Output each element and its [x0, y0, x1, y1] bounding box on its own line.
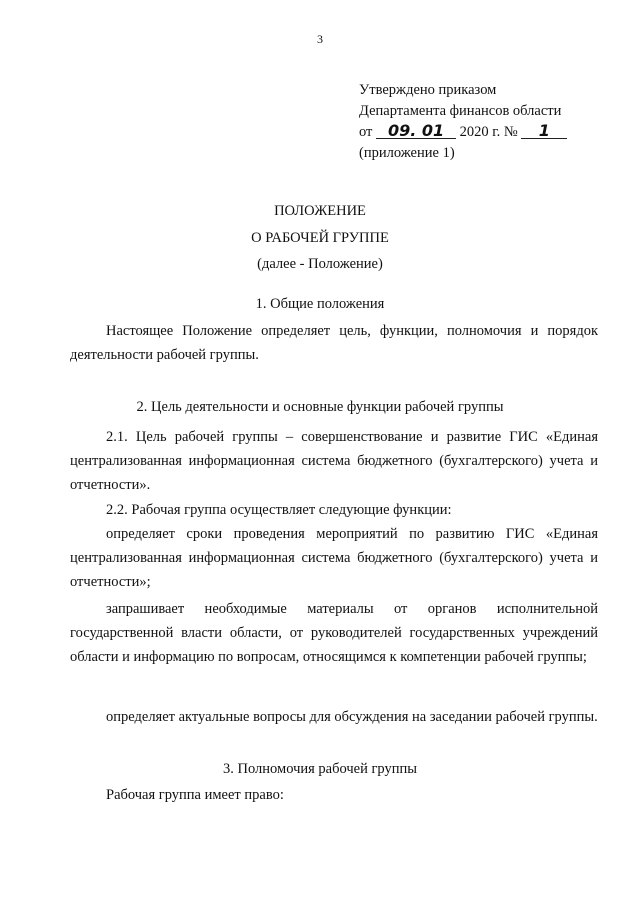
section-2-paragraph-2: [70, 498, 598, 522]
section-1-paragraph: [70, 319, 598, 367]
section-3-heading: 3. Полномочия рабочей группы: [223, 761, 417, 777]
section-2-text-1: 2.1. Цель рабочей группы – совершенствование и развитие ГИС «Единая централизованная информационная система бюджетного (бухгалтерского) учета и отчетности».: [70, 429, 598, 493]
approval-line-4: (приложение 1): [359, 145, 455, 161]
section-2-text-4: запрашивает необходимые материалы от органов исполнительной государственной власти области, от руководителей государственных учреждений области и информацию по вопросам, относящимся к компетенции рабочей группы;: [70, 601, 598, 665]
section-1-text: Настоящее Положение определяет цель, функции, полномочия и порядок деятельности рабочей группы.: [70, 323, 598, 363]
approval-line-1: Утверждено приказом: [359, 82, 497, 98]
document-title: ПОЛОЖЕНИЕ: [274, 203, 366, 219]
section-2-paragraph-5: [70, 705, 598, 729]
document-subtitle: О РАБОЧЕЙ ГРУППЕ: [251, 230, 389, 246]
section-2-paragraph-1: [70, 425, 598, 497]
handwritten-number: 1: [521, 124, 567, 139]
document-subtitle-note: (далее - Положение): [257, 256, 383, 272]
date-prefix: от: [359, 124, 373, 140]
approval-line-2: Департамента финансов области: [359, 103, 562, 119]
section-2-heading: 2. Цель деятельности и основные функции рабочей группы: [136, 399, 504, 415]
section-2-text-3: определяет сроки проведения мероприятий по развитию ГИС «Единая централизованная информационная система бюджетного (бухгалтерского) учета и отчетности»;: [70, 526, 598, 590]
section-3-text-1: Рабочая группа имеет право:: [106, 787, 284, 803]
handwritten-date: 09. 01: [376, 124, 456, 139]
section-2-text-5: определяет актуальные вопросы для обсуждения на заседании рабочей группы.: [106, 709, 598, 725]
section-2-text-2: 2.2. Рабочая группа осуществляет следующие функции:: [106, 502, 452, 518]
approval-block: [359, 80, 567, 164]
section-3-paragraph-1: [70, 783, 598, 807]
section-2-paragraph-4: [70, 597, 598, 669]
approval-date-line: [359, 122, 567, 143]
section-1-heading: 1. Общие положения: [255, 296, 385, 312]
section-2-paragraph-3: [70, 522, 598, 594]
year-text: 2020 г. №: [459, 124, 518, 140]
page-number: 3: [317, 32, 323, 46]
